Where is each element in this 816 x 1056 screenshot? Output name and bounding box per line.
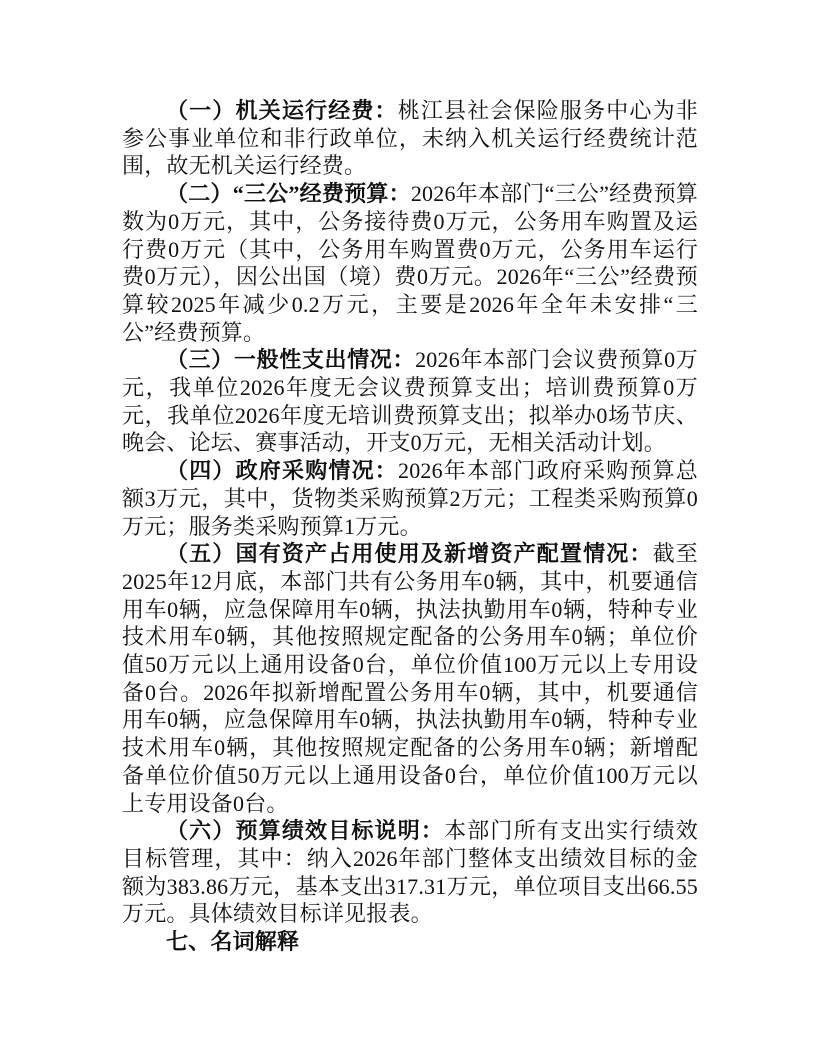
paragraph [122,346,698,457]
paragraph-heading: （六）预算绩效目标说明： [166,818,445,844]
paragraph-body: 2026年本部门会议费预算0万元，我单位2026年度无会议费预算支出；培训费预算0万元，我单位2026年度无培训费预算支出；拟举办0场节庆、晚会、论坛、赛事活动，开支0万元，无相关活动计划。 [122,347,698,456]
paragraph [122,180,698,346]
paragraph-body: 2026年本部门“三公”经费预算数为0万元，其中，公务接待费0万元，公务用车购置及运行费0万元（其中，公务用车购置费0万元，公务用车运行费0万元），因公出国（境）费0万元。2026年“三公”经费预算较2025年减少0.2万元，主要是2026年全年未安排“三公”经费预算。 [122,181,699,345]
paragraph-body: 本部门所有支出实行绩效目标管理，其中：纳入2026年部门整体支出绩效目标的金额为383.86万元，基本支出317.31万元，单位项目支出66.55万元。具体绩效目标详见报表。 [122,818,699,927]
paragraph-heading: （五）国有资产占用使用及新增资产配置情况： [166,541,653,567]
paragraph-heading: （一）机关运行经费： [166,98,398,123]
paragraph [122,817,698,928]
paragraph-heading: 七、名词解释 [166,929,300,955]
paragraph [122,540,698,817]
paragraph [122,928,698,956]
paragraph-body: 2026年本部门政府采购预算总额3万元，其中，货物类采购预算2万元；工程类采购预算0万元；服务类采购预算1万元。 [122,458,698,539]
paragraph-heading: （四）政府采购情况： [166,458,398,484]
document-text-block [122,97,698,956]
paragraph-body: 桃江县社会保险服务中心为非参公事业单位和非行政单位，未纳入机关运行经费统计范围，故无机关运行经费。 [122,98,698,179]
paragraph-list [122,97,698,956]
paragraph-heading: （二）“三公”经费预算： [166,181,411,207]
paragraph [122,97,698,180]
paragraph [122,457,698,540]
paragraph-body: 截至2025年12月底，本部门共有公务用车0辆，其中，机要通信用车0辆，应急保障用车0辆，执法执勤用车0辆，特种专业技术用车0辆，其他按照规定配备的公务用车0辆；单位价值50万元以上通用设备0台，单位价值100万元以上专用设备0台。2026年拟新增配置公务用车0辆，其中，机要通信用车0辆，应急保障用车0辆，执法执勤用车0辆，特种专业技术用车0辆，其他按照规定配备的公务用车0辆；新增配备单位价值50万元以上通用设备0台，单位价值100万元以上专用设备0台。 [122,541,698,816]
paragraph-heading: （三）一般性支出情况： [166,347,416,373]
